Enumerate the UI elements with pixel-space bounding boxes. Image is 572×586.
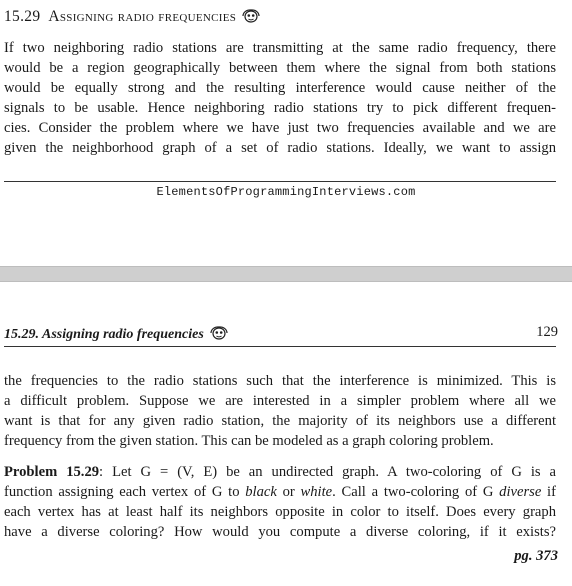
- problem-text: : Let G = (V, E) be an undirected graph. A two-coloring of G is a: [99, 464, 557, 480]
- text-line: the frequencies to the radio stations such that the interference is minimized. This is: [4, 373, 556, 389]
- text-line: frequency from the given station. This can be modeled as a graph coloring problem.: [4, 433, 494, 449]
- running-header-title: [4, 326, 228, 343]
- text-line: have a diverse coloring? How would you compute a diverse coloring, if it exists?: [4, 524, 556, 540]
- problem-label: Problem 15.29: [4, 464, 100, 480]
- text-line: given the neighborhood graph of a set of radio stations. Ideally, we want to assign: [4, 140, 556, 156]
- footer-url: ElementsOfProgrammingInterviews.com: [156, 185, 416, 199]
- header-rule: [4, 346, 556, 347]
- problem-text: function assigning each vertex of G to: [4, 484, 246, 500]
- text-line: a difficult problem. Suppose we are interested in a simpler problem where all we: [4, 393, 556, 409]
- section-title-text: Assigning radio frequencies: [48, 8, 237, 25]
- text-line: cies. Consider the problem where we have just two frequencies available and we are: [4, 120, 556, 136]
- text-line: [4, 462, 556, 482]
- text-line: want is that for any given radio station, the majority of its neighbors use a different: [4, 413, 556, 429]
- problem-statement: [4, 462, 556, 542]
- page-separator: [0, 266, 572, 282]
- thinking-face-icon: [242, 9, 260, 23]
- text-line: would be equally strong and the resulting interference would cause neither of the: [4, 80, 556, 96]
- footer-rule: [4, 181, 556, 182]
- text-line: would be a region geographically between them where the signal from both stations: [4, 60, 556, 76]
- problem-text: if: [541, 484, 556, 500]
- section-number: 15.29: [4, 8, 41, 25]
- page-number: 129: [536, 324, 558, 340]
- text-line: [4, 482, 556, 502]
- term-black: black: [245, 484, 277, 500]
- page-reference: pg. 373: [514, 548, 558, 564]
- intro-paragraph: [4, 38, 556, 158]
- continued-paragraph: [4, 371, 556, 451]
- running-header-text: 15.29. Assigning radio frequencies: [4, 327, 204, 342]
- section-title: [4, 8, 260, 26]
- text-line: If two neighboring radio stations are transmitting at the same radio frequency, there: [4, 40, 556, 56]
- thinking-face-icon: [210, 326, 228, 340]
- term-white: white: [300, 484, 333, 500]
- problem-text: or: [276, 484, 301, 500]
- term-diverse: diverse: [499, 484, 542, 500]
- text-line: each vertex has at least half its neighbors opposite in color to itself. Does every graph: [4, 504, 556, 520]
- problem-text: . Call a two-coloring of G: [332, 484, 500, 500]
- text-line: signals to be usable. Hence neighboring radio stations try to pick different frequen-: [4, 100, 556, 116]
